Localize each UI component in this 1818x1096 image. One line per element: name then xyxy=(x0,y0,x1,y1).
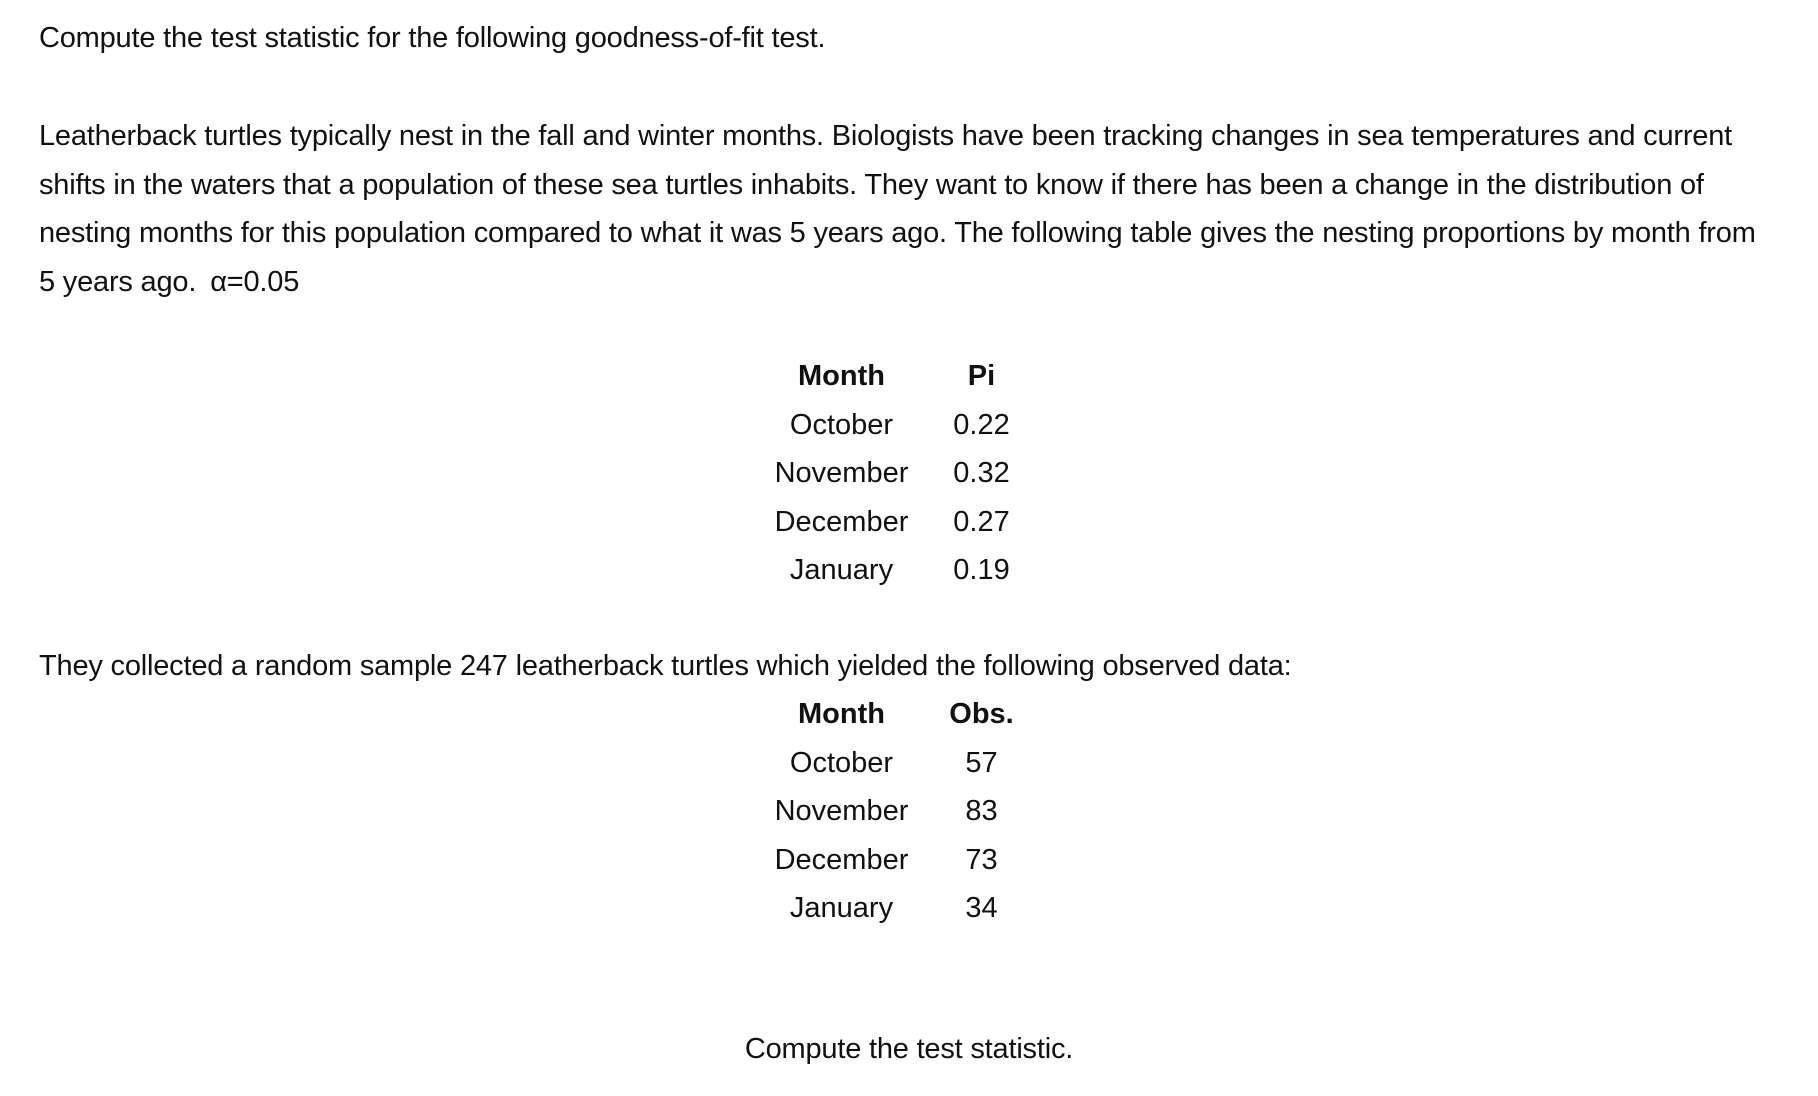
question-prompt: Compute the test statistic. xyxy=(744,1033,1074,1065)
problem-description xyxy=(39,112,1759,306)
column-header-proportion: Pi xyxy=(967,360,996,392)
observed-cell: 57 xyxy=(965,746,998,779)
problem-text: Leatherback turtles typically nest in the fall and winter months. Biologists have been tracking changes in sea temperatures and current shifts in the waters that a population of these sea turtles inhabits. They want to know if there has been a change in the distribution of nesting months for this population compared to what it was 5 years ago. The following table gives the nesting proportions by month from 5 years ago. xyxy=(39,120,1756,298)
significance-level: α=0.05 xyxy=(210,265,300,298)
column-header-observed: Obs. xyxy=(949,698,1014,730)
table-header-row xyxy=(762,690,1042,739)
table-row xyxy=(762,836,1042,885)
month-cell: December xyxy=(774,505,909,538)
column-header-month: Month xyxy=(798,360,885,392)
month-cell: December xyxy=(774,843,909,876)
table-row xyxy=(762,449,1042,498)
table-row xyxy=(762,787,1042,836)
table-row xyxy=(762,884,1042,933)
proportion-cell: 0.19 xyxy=(953,554,1010,586)
observed-cell: 34 xyxy=(965,892,998,924)
observed-cell: 83 xyxy=(965,795,998,827)
sample-description: They collected a random sample 247 leatherback turtles which yielded the following observed data: xyxy=(39,650,1292,682)
table-row xyxy=(762,739,1042,788)
question-heading: Compute the test statistic for the following goodness-of-fit test. xyxy=(39,22,826,54)
month-cell: October xyxy=(789,408,894,441)
month-cell: November xyxy=(774,795,909,827)
observed-table xyxy=(762,690,1042,933)
observed-cell: 73 xyxy=(965,843,998,876)
table-row xyxy=(762,498,1042,547)
proportion-cell: 0.22 xyxy=(953,408,1010,441)
proportions-table xyxy=(762,352,1042,595)
proportion-cell: 0.27 xyxy=(953,505,1010,538)
month-cell: November xyxy=(774,457,909,489)
question-page xyxy=(39,0,1779,1096)
proportion-cell: 0.32 xyxy=(953,457,1010,489)
table-row xyxy=(762,546,1042,595)
column-header-month: Month xyxy=(798,698,885,730)
month-cell: October xyxy=(789,746,894,779)
month-cell: January xyxy=(789,554,894,586)
month-cell: January xyxy=(789,892,894,924)
table-row xyxy=(762,401,1042,450)
table-header-row xyxy=(762,352,1042,401)
